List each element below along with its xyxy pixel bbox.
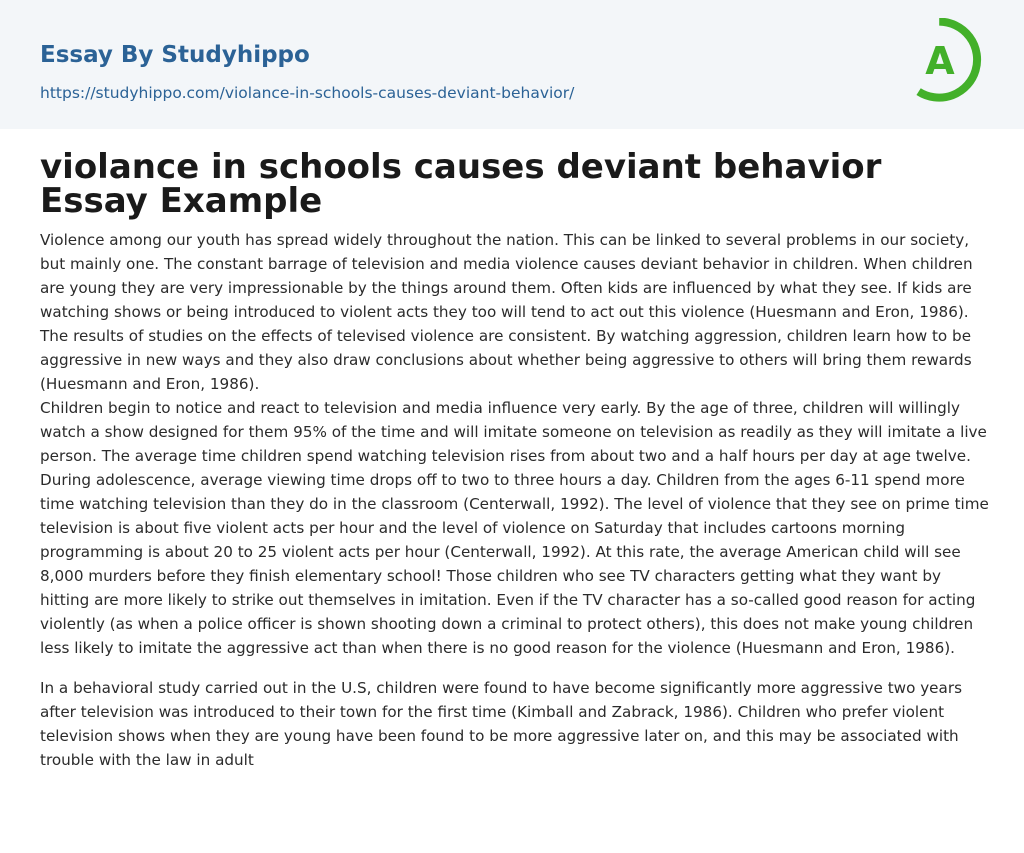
logo-letter: A: [925, 39, 955, 83]
site-header: [0, 0, 1024, 129]
page-title: violance in schools causes deviant behavior Essay Example: [40, 147, 882, 221]
essay-paragraph-1: Violence among our youth has spread widely throughout the nation. This can be linked to several problems in our society, but mainly one. The constant barrage of television and media violence causes deviant behavior in children. When children are young they are very impressionable by the things around them. Often kids are influenced by what they see. If kids are watching shows or being introduced to violent acts they too will tend to act out this violence (Huesmann and Eron, 1986). The results of studies on the effects of televised violence are consistent. By watching aggression, children learn how to be aggressive in new ways and they also draw conclusions about whether being aggressive to others will bring them rewards (Huesmann and Eron, 1986).: [40, 231, 973, 393]
essay-body: [40, 228, 990, 772]
studyhippo-logo-icon[interactable]: [910, 18, 988, 106]
essay-paragraph-3: In a behavioral study carried out in the U.S, children were found to have become significantly more aggressive two years after television was introduced to their town for the first time (Kimball and Zabrack, 1986). Children who prefer violent television shows when they are young have been found to be more aggressive later on, and this may be associated with trouble with the law in adult: [40, 679, 962, 769]
essay-paragraph-2: Children begin to notice and react to television and media influence very early. By the age of three, children will willingly watch a show designed for them 95% of the time and will imitate someone on television as readily as they will imitate a live person. The average time children spend watching television rises from about two and a half hours per day at age twelve. During adolescence, average viewing time drops off to two to three hours a day. Children from the ages 6-11 spend more time watching television than they do in the classroom (Centerwall, 1992). The level of violence that they see on prime time television is about five violent acts per hour and the level of violence on Saturday that includes cartoons morning programming is about 20 to 25 violent acts per hour (Centerwall, 1992). At this rate, the average American child will see 8,000 murders before they finish elementary school! Those children who see TV characters getting what they want by hitting are more likely to strike out themselves in imitation. Even if the TV character has a so-called good reason for acting violently (as when a police officer is shown shooting down a criminal to protect others), this does not make young children less likely to imitate the aggressive act than when there is no good reason for the violence (Huesmann and Eron, 1986).: [40, 399, 989, 657]
page-url-link[interactable]: https://studyhippo.com/violance-in-schools-causes-deviant-behavior/: [40, 84, 575, 102]
site-brand[interactable]: Essay By Studyhippo: [40, 42, 310, 68]
